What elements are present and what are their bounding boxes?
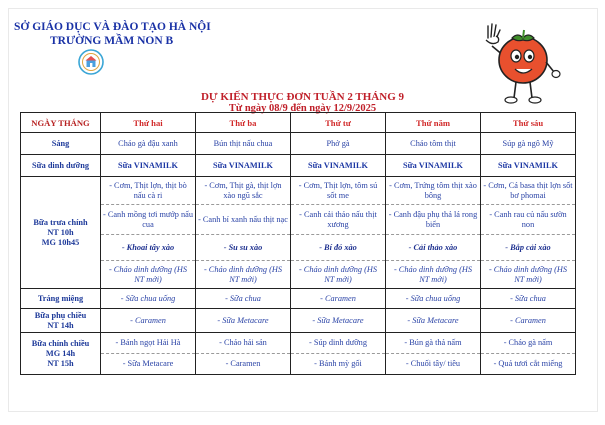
column-header: Thứ hai	[101, 113, 196, 133]
menu-cell: - Canh mồng tơi mướp nấu cua	[101, 205, 196, 235]
menu-cell: - Sữa chua uống	[386, 289, 481, 309]
table-row	[21, 309, 576, 333]
menu-cell: Sữa VINAMILK	[386, 155, 481, 177]
table-row	[21, 235, 576, 261]
menu-cell: - Caramen	[101, 309, 196, 333]
table-header-row	[21, 113, 576, 133]
menu-cell: - Caramen	[291, 289, 386, 309]
menu-cell: Sữa VINAMILK	[101, 155, 196, 177]
column-header: NGÀY THÁNG	[21, 113, 101, 133]
menu-cell: Sữa VINAMILK	[481, 155, 576, 177]
menu-cell: - Chuối tây/ tiêu	[386, 354, 481, 375]
menu-cell: - Caramen	[196, 354, 291, 375]
table-row	[21, 333, 576, 354]
menu-cell: - Bánh ngọt Hải Hà	[101, 333, 196, 354]
menu-cell: Bún thịt nấu chua	[196, 133, 291, 155]
column-header: Thứ năm	[386, 113, 481, 133]
row-label: Sáng	[21, 133, 101, 155]
table-row	[21, 177, 576, 205]
row-label-line: NT 15h	[47, 358, 74, 368]
menu-cell: - Súp dinh dưỡng	[291, 333, 386, 354]
menu-cell: - Canh bí xanh nấu thịt nạc	[196, 205, 291, 235]
row-label: Sữa dinh dưỡng	[21, 155, 101, 177]
menu-cell: - Sữa Metacare	[386, 309, 481, 333]
menu-cell: Cháo gà đậu xanh	[101, 133, 196, 155]
menu-cell: - Bí đỏ xào	[291, 235, 386, 261]
row-label-line: Bữa chính chiều	[31, 338, 90, 348]
menu-cell: - Cháo dinh dưỡng (HS NT mới)	[481, 261, 576, 289]
menu-cell: - Canh cải thảo nấu thịt xương	[291, 205, 386, 235]
row-label-line: Bữa trưa chính	[33, 217, 88, 227]
table-row	[21, 205, 576, 235]
column-header: Thứ ba	[196, 113, 291, 133]
menu-cell: Sữa VINAMILK	[196, 155, 291, 177]
menu-cell: - Cơm, Trứng tôm thịt xào bông	[386, 177, 481, 205]
menu-cell: Phở gà	[291, 133, 386, 155]
table-row	[21, 133, 576, 155]
menu-cell: - Cháo dinh dưỡng (HS NT mới)	[101, 261, 196, 289]
menu-cell: - Cơm, Thịt lợn, thịt bò nấu cà ri	[101, 177, 196, 205]
menu-cell: - Cơm, Thịt gà, thịt lợn xào ngũ sắc	[196, 177, 291, 205]
row-label-line: NT 14h	[47, 320, 74, 330]
menu-date-range: Từ ngày 08/9 đến ngày 12/9/2025	[228, 103, 377, 114]
menu-cell: - Cháo gà nấm	[481, 333, 576, 354]
row-label	[21, 333, 101, 375]
menu-cell: - Bánh mỳ gối	[291, 354, 386, 375]
menu-cell: - Canh rau củ nấu sườn non	[481, 205, 576, 235]
menu-cell: - Cải thảo xào	[386, 235, 481, 261]
menu-cell: - Sữa chua uống	[101, 289, 196, 309]
department-name: SỞ GIÁO DỤC VÀ ĐÀO TẠO HÀ NỘI	[14, 21, 211, 33]
menu-cell: - Bún gà thả nấm	[386, 333, 481, 354]
menu-cell: Sữa VINAMILK	[291, 155, 386, 177]
menu-cell: - Khoai tây xào	[101, 235, 196, 261]
row-label-line: Bữa phụ chiều	[34, 310, 87, 320]
menu-title: DỰ KIẾN THỰC ĐƠN TUẦN 2 THÁNG 9	[200, 91, 404, 103]
table-row	[21, 289, 576, 309]
menu-cell: - Sữa Metacare	[291, 309, 386, 333]
school-logo-icon	[78, 49, 104, 75]
menu-cell: - Cháo dinh dưỡng (HS NT mới)	[291, 261, 386, 289]
menu-cell: - Cháo hải sản	[196, 333, 291, 354]
table-row	[21, 354, 576, 375]
menu-cell: - Canh đậu phụ thả lá rong biển	[386, 205, 481, 235]
menu-cell: Cháo tôm thịt	[386, 133, 481, 155]
menu-cell: - Sữa chua	[196, 289, 291, 309]
menu-cell: - Bắp cải xào	[481, 235, 576, 261]
menu-cell: - Sữa Metacare	[101, 354, 196, 375]
menu-cell: - Cơm, Cá basa thịt lợn sốt bơ phomai	[481, 177, 576, 205]
column-header: Thứ sáu	[481, 113, 576, 133]
row-label-line: MG 14h	[45, 348, 76, 358]
weekly-menu-table	[20, 112, 576, 375]
row-label-line: MG 10h45	[41, 237, 80, 247]
menu-cell: - Cháo dinh dưỡng (HS NT mới)	[386, 261, 481, 289]
table-row	[21, 261, 576, 289]
column-header: Thứ tư	[291, 113, 386, 133]
menu-cell: - Cơm, Thịt lợn, tôm sú sốt me	[291, 177, 386, 205]
row-label	[21, 309, 101, 333]
menu-cell: - Caramen	[481, 309, 576, 333]
menu-cell: - Cháo dinh dưỡng (HS NT mới)	[196, 261, 291, 289]
school-name: TRƯỜNG MẦM NON B	[50, 35, 174, 47]
menu-cell: Súp gà ngô Mỹ	[481, 133, 576, 155]
menu-cell: - Sữa chua	[481, 289, 576, 309]
table-row	[21, 155, 576, 177]
row-label-lunch	[21, 177, 101, 289]
menu-cell: - Quả tươi cắt miếng	[481, 354, 576, 375]
row-label: Tráng miệng	[21, 289, 101, 309]
menu-cell: - Sữa Metacare	[196, 309, 291, 333]
row-label-line: NT 10h	[47, 227, 74, 237]
menu-cell: - Su su xào	[196, 235, 291, 261]
